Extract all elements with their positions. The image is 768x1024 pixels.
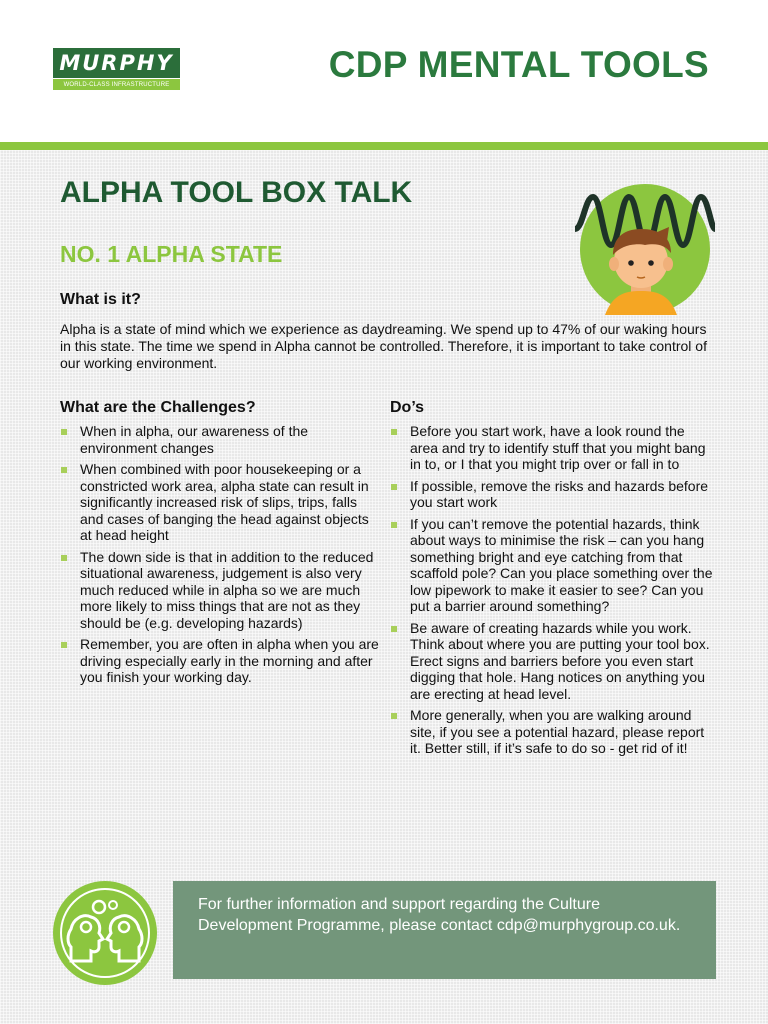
- two-heads-badge-icon: [53, 881, 157, 985]
- list-item-text: Remember, you are often in alpha when you are driving especially early in the morning and after you finish your working day.: [80, 636, 379, 685]
- list-item: [390, 516, 715, 615]
- list-item: [60, 423, 380, 456]
- list-item: [390, 478, 715, 511]
- logo-tagline: WORLD-CLASS INFRASTRUCTURE: [53, 79, 180, 90]
- page-subtitle: NO. 1 ALPHA STATE: [60, 241, 283, 267]
- bullet-icon: [61, 555, 67, 561]
- murphy-logo: [53, 48, 180, 90]
- list-item-text: The down side is that in addition to the reduced situational awareness, judgement is also very much reduced while in alpha so we are much more likely to miss things that are not as they should be (e.g. developing hazards): [80, 548, 374, 631]
- logo-wordmark: MURPHY: [53, 48, 180, 78]
- dos-heading: Do’s: [390, 399, 425, 416]
- alpha-wave-person-icon: [575, 183, 715, 315]
- challenges-list: [60, 423, 380, 686]
- page-title: ALPHA TOOL BOX TALK: [60, 176, 413, 209]
- list-item: [390, 620, 715, 703]
- dos-section: [390, 399, 715, 762]
- list-item: [60, 461, 380, 544]
- intro-paragraph: Alpha is a state of mind which we experience as daydreaming. We spend up to 47% of our waking hours in this state. The time we spend in Alpha cannot be controlled. Therefore, it is important to take control of our working environment.: [60, 321, 707, 371]
- list-item-text: If you can’t remove the potential hazards, think about ways to minimise the risk – can you hang something bright and eye catching from that scaffold pole? Can you place something over the low pipework to make it easier to see? Can you put a barrier around something?: [410, 515, 713, 614]
- list-item-text: Before you start work, have a look round the area and try to identify stuff that you might bang in to, or I that you might trip over or fall in to: [410, 423, 706, 472]
- list-item: [390, 423, 715, 473]
- bullet-icon: [391, 713, 397, 719]
- dos-list: [390, 423, 715, 757]
- list-item: [60, 549, 380, 632]
- bullet-icon: [61, 642, 67, 648]
- bullet-icon: [61, 429, 67, 435]
- contact-box: [173, 881, 716, 979]
- list-item: [60, 636, 380, 686]
- contact-text: For further information and support regarding the Culture Development Programme, please contact cdp@murphygroup.co.uk.: [198, 896, 681, 934]
- list-item-text: When in alpha, our awareness of the environment changes: [80, 423, 309, 456]
- header-divider: [0, 142, 768, 150]
- list-item-text: When combined with poor housekeeping or a constricted work area, alpha state can result in significantly increased risk of slips, trips, falls and cases of banging the head against objects at head height: [80, 461, 369, 543]
- list-item: [390, 707, 715, 757]
- bullet-icon: [391, 429, 397, 435]
- section-question: What is it?: [60, 291, 141, 308]
- bullet-icon: [391, 522, 397, 528]
- bullet-icon: [391, 626, 397, 632]
- challenges-heading: What are the Challenges?: [60, 399, 256, 416]
- list-item-text: Be aware of creating hazards while you work. Think about where you are putting your tool box. Erect signs and barriers before you even start digging that hole. Hang notices on anything you are erecting at head level.: [410, 619, 710, 702]
- list-item-text: More generally, when you are walking around site, if you see a potential hazard, please report it. Better still, if it’s safe to do so - get rid of it!: [410, 707, 705, 756]
- list-item-text: If possible, remove the risks and hazards before you start work: [410, 477, 709, 510]
- brand-title: CDP MENTAL TOOLS: [328, 44, 709, 85]
- challenges-section: [60, 399, 380, 691]
- bullet-icon: [61, 467, 67, 473]
- bullet-icon: [391, 484, 397, 490]
- page-header: [0, 0, 768, 142]
